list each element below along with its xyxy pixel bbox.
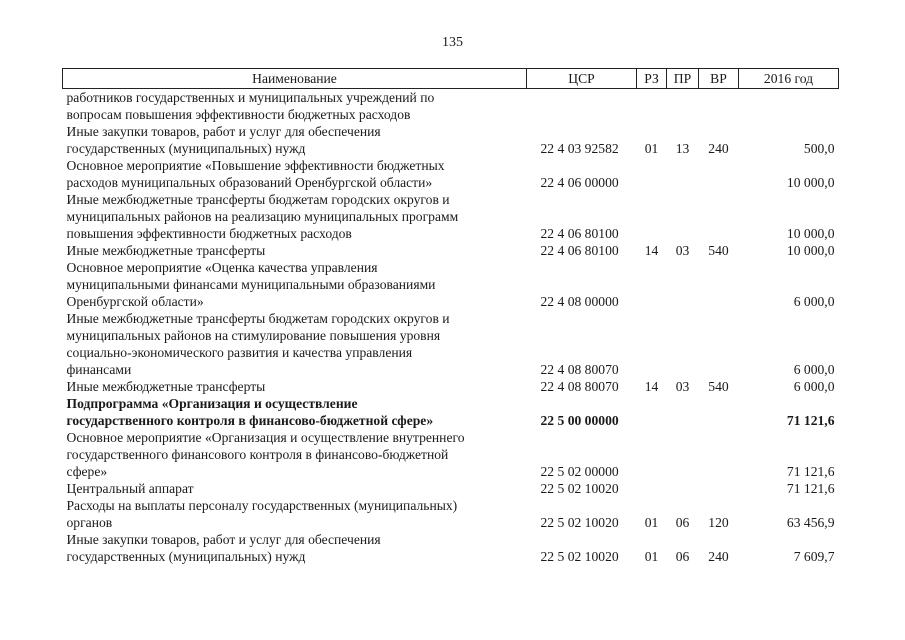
row-name-line: муниципальных районов на реализацию муниципальных программ (66, 209, 459, 224)
row-name-line: Основное мероприятие «Повышение эффективности бюджетных (66, 158, 445, 173)
row-name-line: вопросам повышения эффективности бюджетных расходов (66, 107, 411, 122)
row-name-line: государственного финансового контроля в финансово-бюджетной (66, 447, 449, 462)
row-csr: 22 5 02 00000 (540, 464, 619, 479)
row-name-line: социально-экономического развития и качества управления (66, 345, 413, 360)
row-name (63, 429, 527, 480)
row-pr: 03 (675, 379, 690, 394)
row-amount: 63 456,9 (786, 515, 835, 530)
row-vr: 240 (708, 141, 729, 156)
row-amount: 6 000,0 (793, 362, 835, 377)
row-name-line: Подпрограмма «Организация и осуществление (66, 396, 358, 411)
row-rz: 01 (644, 141, 659, 156)
row-rz (637, 157, 667, 191)
row-name (63, 531, 527, 565)
header-rz: РЗ (637, 69, 667, 89)
row-vr: 240 (708, 549, 729, 564)
row-csr: 22 5 02 10020 (540, 549, 619, 564)
page-number: 135 (442, 35, 463, 50)
row-amount: 71 121,6 (786, 413, 835, 428)
row-vr (699, 89, 739, 124)
table-row (63, 157, 839, 191)
row-csr: 22 5 00 00000 (540, 413, 619, 428)
row-name-line: расходов муниципальных образований Оренбургской области» (66, 175, 433, 190)
row-name (63, 123, 527, 157)
row-amount: 71 121,6 (786, 481, 835, 496)
table-row (63, 531, 839, 565)
row-vr (699, 429, 739, 480)
table-header (63, 69, 839, 89)
table-row (63, 259, 839, 310)
budget-table (62, 68, 839, 565)
row-name (63, 157, 527, 191)
row-name-line: Оренбургской области» (66, 294, 204, 309)
table-row (63, 310, 839, 378)
row-name-line: Центральный аппарат (66, 481, 194, 496)
row-pr: 03 (675, 243, 690, 258)
row-rz: 14 (644, 379, 659, 394)
row-name (63, 395, 527, 429)
row-rz (637, 480, 667, 497)
row-pr (667, 480, 699, 497)
row-pr: 06 (675, 549, 690, 564)
row-csr: 22 5 02 10020 (540, 515, 619, 530)
row-pr (667, 191, 699, 242)
row-amount: 10 000,0 (786, 175, 835, 190)
row-amount: 6 000,0 (793, 379, 835, 394)
row-name-line: муниципальных районов на стимулирование повышения уровня (66, 328, 441, 343)
header-name: Наименование (63, 69, 527, 89)
table-row (63, 429, 839, 480)
header-csr: ЦСР (527, 69, 637, 89)
table-row (63, 480, 839, 497)
row-rz (637, 310, 667, 378)
row-csr: 22 4 06 80100 (540, 243, 619, 258)
row-name-line: Иные закупки товаров, работ и услуг для обеспечения (66, 532, 381, 547)
row-name (63, 378, 527, 395)
row-amount: 500,0 (803, 141, 835, 156)
table-row (63, 395, 839, 429)
row-name-line: Основное мероприятие «Организация и осуществление внутреннего (66, 430, 465, 445)
header-year: 2016 год (739, 69, 839, 89)
row-csr: 22 4 06 00000 (540, 175, 619, 190)
row-vr: 540 (708, 243, 729, 258)
row-name-line: финансами (66, 362, 132, 377)
table-row (63, 378, 839, 395)
header-vr: ВР (699, 69, 739, 89)
row-name-line: Иные межбюджетные трансферты (66, 243, 266, 258)
row-rz: 01 (644, 515, 659, 530)
row-amount: 10 000,0 (786, 226, 835, 241)
row-vr (699, 310, 739, 378)
table-row (63, 191, 839, 242)
row-pr (667, 89, 699, 124)
row-pr: 06 (675, 515, 690, 530)
row-name-line: Иные межбюджетные трансферты (66, 379, 266, 394)
row-name (63, 191, 527, 242)
row-pr (667, 395, 699, 429)
row-name-line: Расходы на выплаты персоналу государственных (муниципальных) (66, 498, 458, 513)
row-rz (637, 191, 667, 242)
row-csr: 22 4 08 80070 (540, 362, 619, 377)
row-vr: 120 (708, 515, 729, 530)
row-name-line: сфере» (66, 464, 108, 479)
row-rz (637, 429, 667, 480)
row-amount (739, 89, 839, 124)
row-vr (699, 191, 739, 242)
header-pr: ПР (667, 69, 699, 89)
row-vr: 540 (708, 379, 729, 394)
row-name-line: Основное мероприятие «Оценка качества управления (66, 260, 378, 275)
row-name-line: работников государственных и муниципальных учреждений по (66, 90, 435, 105)
row-name-line: Иные закупки товаров, работ и услуг для обеспечения (66, 124, 381, 139)
row-rz (637, 259, 667, 310)
table-row (63, 89, 839, 124)
row-vr (699, 480, 739, 497)
row-vr (699, 259, 739, 310)
row-name-line: органов (66, 515, 113, 530)
row-csr: 22 4 03 92582 (540, 141, 619, 156)
row-name (63, 259, 527, 310)
table-row (63, 242, 839, 259)
table-body (63, 89, 839, 566)
row-amount: 71 121,6 (786, 464, 835, 479)
row-rz: 14 (644, 243, 659, 258)
row-pr (667, 310, 699, 378)
row-pr (667, 429, 699, 480)
row-name (63, 497, 527, 531)
row-rz (637, 395, 667, 429)
row-csr: 22 5 02 10020 (540, 481, 619, 496)
row-pr: 13 (675, 141, 690, 156)
row-name-line: государственных (муниципальных) нужд (66, 549, 306, 564)
row-name (63, 310, 527, 378)
row-amount: 7 609,7 (793, 549, 835, 564)
row-amount: 6 000,0 (793, 294, 835, 309)
row-name-line: государственных (муниципальных) нужд (66, 141, 306, 156)
row-name-line: повышения эффективности бюджетных расходов (66, 226, 352, 241)
table-row (63, 123, 839, 157)
row-rz (637, 89, 667, 124)
table-row (63, 497, 839, 531)
row-name-line: муниципальными финансами муниципальными образованиями (66, 277, 436, 292)
row-pr (667, 157, 699, 191)
row-csr: 22 4 08 80070 (540, 379, 619, 394)
row-csr: 22 4 06 80100 (540, 226, 619, 241)
row-name-line: государственного контроля в финансово-бюджетной сфере» (66, 413, 434, 428)
row-name (63, 480, 527, 497)
row-csr: 22 4 08 00000 (540, 294, 619, 309)
row-amount: 10 000,0 (786, 243, 835, 258)
row-pr (667, 259, 699, 310)
row-vr (699, 395, 739, 429)
row-rz: 01 (644, 549, 659, 564)
row-vr (699, 157, 739, 191)
row-csr (527, 89, 637, 124)
row-name (63, 242, 527, 259)
row-name-line: Иные межбюджетные трансферты бюджетам городских округов и (66, 311, 450, 326)
row-name-line: Иные межбюджетные трансферты бюджетам городских округов и (66, 192, 450, 207)
row-name (63, 89, 527, 124)
